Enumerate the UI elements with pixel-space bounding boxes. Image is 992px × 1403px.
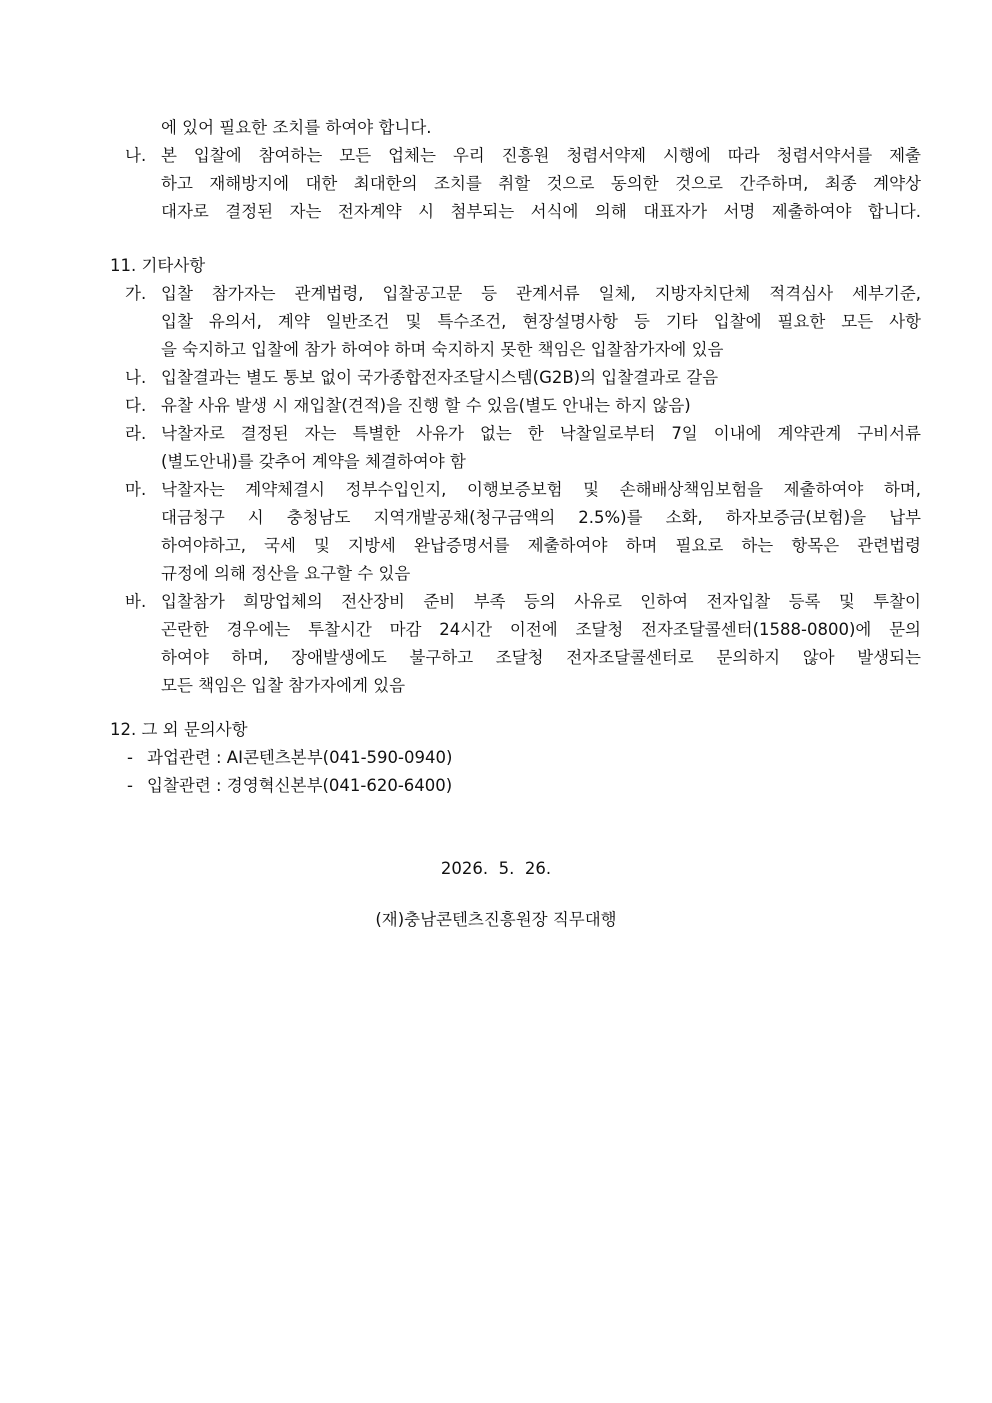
section11-item-da xyxy=(0,392,921,420)
section11-item-na xyxy=(0,364,921,392)
item-line: 을 숙지하고 입찰에 참가 하여야 하며 숙지하지 못한 책임은 입찰참가자에 있음 xyxy=(161,340,724,359)
item-line: 하고 재해방지에 대한 최대한의 조치를 취할 것으로 동의한 것으로 간주하며, 최종 계약상 xyxy=(161,174,921,193)
section11-item-ga xyxy=(0,280,921,364)
document-date: 2026. 5. 26. xyxy=(440,859,552,878)
section11-item-ba xyxy=(0,588,921,700)
item-line: 규정에 의해 정산을 요구할 수 있음 xyxy=(161,564,411,583)
contact-text: 과업관련 : AI콘텐츠본부(041-590-0940) xyxy=(147,748,453,767)
item-line: 입찰 참가자는 관계법령, 입찰공고문 등 관계서류 일체, 지방자치단체 적격심사 세부기준, xyxy=(161,284,921,303)
section12-heading: 12. 그 외 문의사항 xyxy=(110,720,248,739)
signer-name: (재)충남콘텐츠진흥원장 직무대행 xyxy=(375,910,617,929)
contact-bid xyxy=(127,772,452,800)
dash-bullet: - xyxy=(127,748,133,767)
item-marker: 나. xyxy=(125,368,147,387)
item-line: (별도안내)를 갖추어 계약을 체결하여야 함 xyxy=(161,452,466,471)
item-marker: 나. xyxy=(125,146,147,165)
section11-item-ra xyxy=(0,420,921,476)
section10-continuation xyxy=(0,114,992,226)
item-line: 하여야하고, 국세 및 지방세 완납증명서를 제출하여야 하며 필요로 하는 항목은 관련법령 xyxy=(161,536,921,555)
item-line: 곤란한 경우에는 투찰시간 마감 24시간 이전에 조달청 전자조달콜센터(1588-0800)에 문의 xyxy=(161,620,921,639)
section11-list xyxy=(0,280,992,700)
section10-first-line: 에 있어 필요한 조치를 하여야 합니다. xyxy=(161,118,432,137)
item-marker: 다. xyxy=(125,396,147,415)
item-line: 본 입찰에 참여하는 모든 업체는 우리 진흥원 청렴서약제 시행에 따라 청렴서약서를 제출 xyxy=(161,146,921,165)
item-marker: 가. xyxy=(125,284,147,303)
section10-item-na xyxy=(0,142,921,226)
item-line: 입찰결과는 별도 통보 없이 국가종합전자조달시스템(G2B)의 입찰결과로 갈음 xyxy=(161,368,719,387)
section11-heading: 11. 기타사항 xyxy=(110,256,206,275)
item-line: 모든 책임은 입찰 참가자에게 있음 xyxy=(161,676,406,695)
section11-item-ma xyxy=(0,476,921,588)
item-line: 낙찰자는 계약체결시 정부수입인지, 이행보증보험 및 손해배상책임보험을 제출하여야 하며, xyxy=(161,480,921,499)
item-line: 대자로 결정된 자는 전자계약 시 첨부되는 서식에 의해 대표자가 서명 제출하여야 합니다. xyxy=(161,202,921,221)
item-marker: 바. xyxy=(125,592,147,611)
item-line: 입찰참가 희망업체의 전산장비 준비 부족 등의 사유로 인하여 전자입찰 등록 및 투찰이 xyxy=(161,592,921,611)
item-line: 입찰 유의서, 계약 일반조건 및 특수조건, 현장설명사항 등 기타 입찰에 필요한 모든 사항 xyxy=(161,312,921,331)
contact-task xyxy=(127,744,452,772)
item-marker: 라. xyxy=(125,424,147,443)
contact-text: 입찰관련 : 경영혁신본부(041-620-6400) xyxy=(147,776,453,795)
item-marker: 마. xyxy=(125,480,147,499)
item-line: 유찰 사유 발생 시 재입찰(견적)을 진행 할 수 있음(별도 안내는 하지 않음) xyxy=(161,396,691,415)
dash-bullet: - xyxy=(127,776,133,795)
item-line: 하여야 하며, 장애발생에도 불구하고 조달청 전자조달콜센터로 문의하지 않아 발생되는 xyxy=(161,648,921,667)
item-line: 대금청구 시 충청남도 지역개발공채(청구금액의 2.5%)를 소화, 하자보증금(보험)을 납부 xyxy=(161,508,921,527)
item-line: 낙찰자로 결정된 자는 특별한 사유가 없는 한 낙찰일로부터 7일 이내에 계약관계 구비서류 xyxy=(161,424,921,443)
